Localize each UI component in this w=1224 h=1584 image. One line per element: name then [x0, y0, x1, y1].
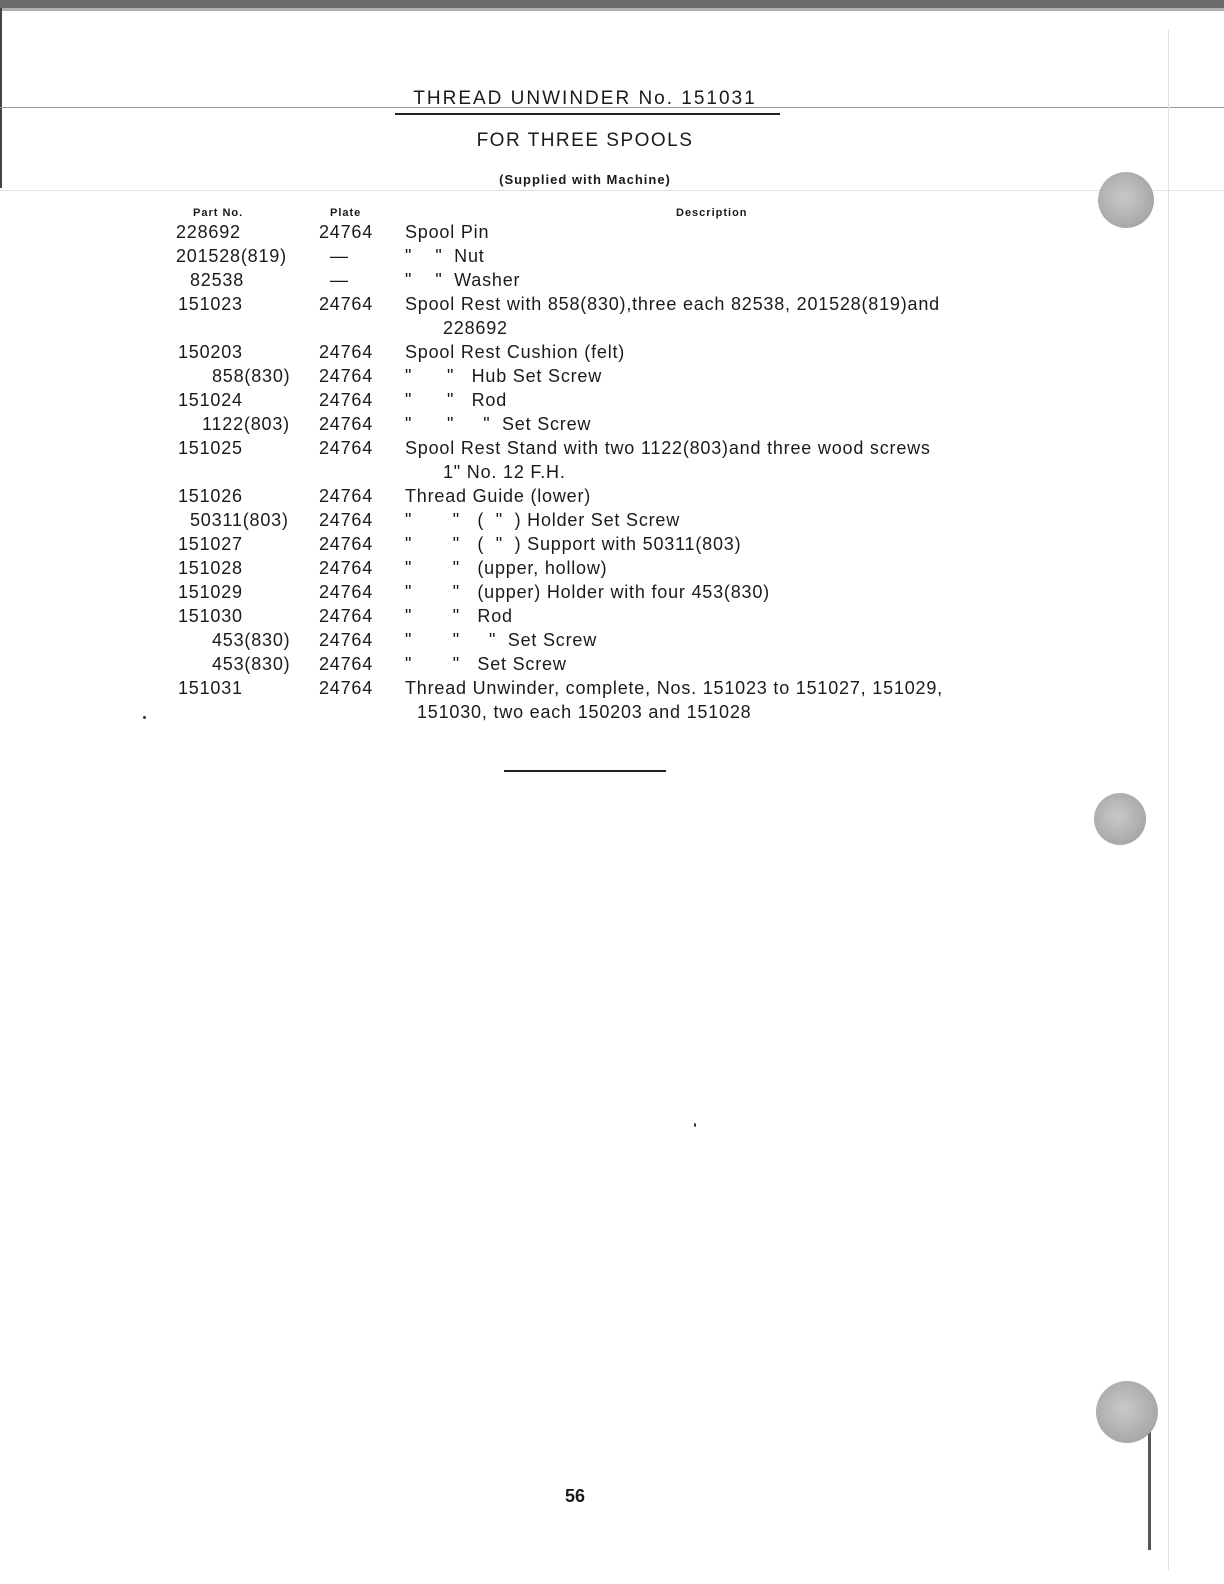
column-header-part: Part No.: [193, 207, 244, 219]
part-description: [405, 340, 625, 364]
parts-row: [0, 412, 1224, 436]
description-line: " " ( " ) Support with 50311(803): [405, 534, 742, 554]
description-line: " " Rod: [405, 606, 513, 626]
part-description: [405, 628, 597, 652]
scan-speck: [694, 1123, 696, 1127]
page-subtitle: FOR THREE SPOOLS: [476, 130, 694, 151]
description-line: " " Hub Set Screw: [405, 366, 603, 386]
part-description: [405, 412, 591, 436]
description-line: Spool Rest Stand with two 1122(803)and three wood screws: [405, 438, 931, 458]
part-number: 50311(803): [190, 510, 289, 530]
plate-number: 24764: [319, 678, 374, 698]
part-description: [405, 604, 513, 628]
part-number: 151025: [178, 438, 243, 458]
parts-row: [0, 244, 1224, 268]
plate-number: 24764: [319, 606, 374, 626]
description-line: " " Rod: [405, 390, 508, 410]
description-line: Spool Rest Cushion (felt): [405, 342, 626, 362]
parts-row: [0, 388, 1224, 412]
parts-row: [0, 532, 1224, 556]
part-number: 151030: [178, 606, 243, 626]
plate-number: —: [330, 246, 349, 266]
description-line: Thread Unwinder, complete, Nos. 151023 to 151027, 151029,: [405, 678, 943, 698]
column-header-plate: Plate: [330, 207, 362, 219]
parts-row: [0, 556, 1224, 580]
part-description: [405, 484, 591, 508]
title-underline: [395, 113, 780, 115]
parts-row: [0, 604, 1224, 628]
parts-row: [0, 580, 1224, 604]
description-line: Spool Pin: [405, 222, 490, 242]
parts-row: [0, 484, 1224, 508]
part-number: 228692: [176, 222, 241, 242]
description-line: " " Nut: [405, 246, 485, 266]
parts-row: [0, 292, 1224, 340]
plate-number: 24764: [319, 486, 374, 506]
part-number: 151027: [178, 534, 243, 554]
plate-number: 24764: [319, 558, 374, 578]
page-title-text: THREAD UNWINDER No. 151031: [413, 88, 757, 109]
part-number: 151028: [178, 558, 243, 578]
part-number: 151031: [178, 678, 243, 698]
plate-number: 24764: [319, 222, 374, 242]
plate-number: 24764: [319, 582, 374, 602]
part-number: 151029: [178, 582, 243, 602]
part-number: 201528(819): [176, 246, 287, 266]
part-description: [405, 532, 741, 556]
section-separator: [504, 770, 666, 772]
description-line: " " (upper, hollow): [405, 558, 608, 578]
description-line: Thread Guide (lower): [405, 486, 592, 506]
part-description: [405, 676, 943, 724]
part-description: [405, 556, 607, 580]
part-description: [405, 436, 931, 484]
plate-number: —: [330, 270, 349, 290]
supplied-note: (Supplied with Machine): [499, 172, 671, 187]
plate-number: 24764: [319, 654, 374, 674]
description-line: " " Set Screw: [405, 654, 567, 674]
parts-row: [0, 652, 1224, 676]
scan-top-edge-shadow: [0, 8, 1224, 11]
description-continuation: 151030, two each 150203 and 151028: [417, 702, 752, 722]
part-description: [405, 508, 680, 532]
plate-number: 24764: [319, 366, 374, 386]
parts-row: [0, 628, 1224, 652]
description-continuation: 228692: [443, 318, 508, 338]
page-title: [0, 88, 1170, 110]
part-number: 858(830): [212, 366, 291, 386]
part-description: [405, 364, 602, 388]
plate-number: 24764: [319, 294, 374, 314]
parts-list: [0, 220, 1224, 724]
description-line: " " Washer: [405, 270, 521, 290]
parts-row: [0, 676, 1224, 724]
punch-hole-bottom: [1096, 1381, 1158, 1443]
part-description: [405, 388, 507, 412]
part-description: [405, 220, 489, 244]
description-line: " " ( " ) Holder Set Screw: [405, 510, 681, 530]
description-line: " " " Set Screw: [405, 414, 592, 434]
parts-row: [0, 340, 1224, 364]
plate-number: 24764: [319, 534, 374, 554]
plate-number: 24764: [319, 414, 374, 434]
part-description: [405, 244, 485, 268]
plate-number: 24764: [319, 630, 374, 650]
parts-row: [0, 364, 1224, 388]
part-description: [405, 268, 520, 292]
description-line: " " (upper) Holder with four 453(830): [405, 582, 770, 602]
scan-speck: [143, 716, 146, 719]
part-description: [405, 292, 940, 340]
plate-number: 24764: [319, 438, 374, 458]
plate-number: 24764: [319, 510, 374, 530]
description-continuation: 1" No. 12 F.H.: [443, 462, 566, 482]
scan-top-edge: [0, 0, 1224, 8]
page-number: 56: [564, 1486, 586, 1506]
parts-row: [0, 220, 1224, 244]
part-number: 151026: [178, 486, 243, 506]
part-number: 151024: [178, 390, 243, 410]
plate-number: 24764: [319, 390, 374, 410]
part-number: 1122(803): [202, 414, 290, 434]
parts-row: [0, 436, 1224, 484]
part-number: 151023: [178, 294, 243, 314]
part-number: 453(830): [212, 654, 291, 674]
part-description: [405, 580, 770, 604]
part-description: [405, 652, 567, 676]
part-number: 453(830): [212, 630, 291, 650]
parts-row: [0, 508, 1224, 532]
plate-number: 24764: [319, 342, 374, 362]
part-number: 150203: [178, 342, 243, 362]
punch-hole-middle: [1094, 793, 1146, 845]
faint-rule: [0, 190, 1224, 191]
description-line: Spool Rest with 858(830),three each 82538, 201528(819)and: [405, 294, 940, 314]
part-number: 82538: [190, 270, 245, 290]
parts-row: [0, 268, 1224, 292]
description-line: " " " Set Screw: [405, 630, 598, 650]
column-header-description: Description: [676, 207, 748, 219]
